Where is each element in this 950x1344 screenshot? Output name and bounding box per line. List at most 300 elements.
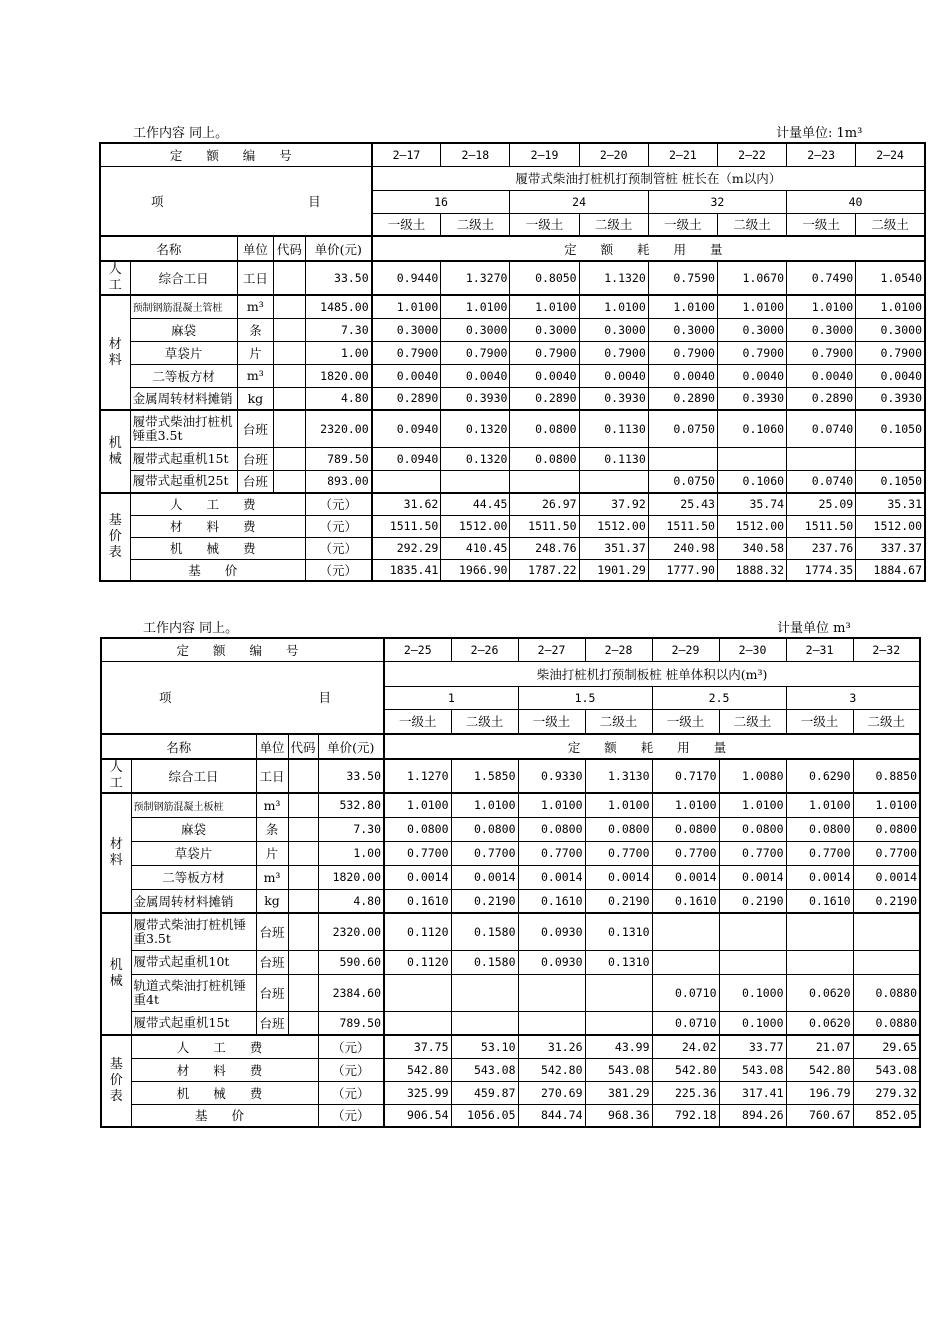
labor-group-label: 人工 (100, 261, 130, 295)
quota-value: 325.99 (384, 1081, 451, 1104)
quota-value: 760.67 (786, 1104, 853, 1127)
quota-value: 0.7900 (856, 341, 925, 364)
quota-value: 337.37 (856, 537, 925, 559)
quota-value: 1.0100 (579, 295, 648, 318)
quota-value: 0.1060 (717, 470, 786, 493)
resource-name: 轨道式柴油打桩机锤重4t (131, 974, 256, 1011)
quota-value (719, 950, 786, 974)
quota-value: 542.80 (384, 1058, 451, 1081)
col-unit: 单位 (256, 734, 288, 759)
quota-value: 237.76 (787, 537, 856, 559)
quota-value (518, 1011, 585, 1035)
resource-code (273, 364, 305, 387)
quota-value: 0.0014 (652, 865, 719, 889)
resource-name: 履带式起重机15t (131, 1011, 256, 1035)
quota-value: 53.10 (451, 1035, 518, 1058)
quota-value: 0.7900 (717, 341, 786, 364)
consumption-label: 定 额 耗 用 量 (372, 236, 925, 261)
quota-value: 33.77 (719, 1035, 786, 1058)
quota-value: 0.3930 (441, 387, 510, 410)
quota-value: 0.7700 (719, 841, 786, 865)
quota-value: 270.69 (518, 1081, 585, 1104)
base-item-unit: （元） (318, 1035, 384, 1058)
quota-value: 0.7700 (518, 841, 585, 865)
resource-unit: 台班 (237, 447, 273, 470)
resource-price: 789.50 (318, 1011, 384, 1035)
quota-value: 968.36 (585, 1104, 652, 1127)
quota-value: 340.58 (717, 537, 786, 559)
quota-value (652, 950, 719, 974)
quota-value: 1512.00 (856, 515, 925, 537)
quota-value: 542.80 (518, 1058, 585, 1081)
quota-code: 2—25 (384, 638, 451, 661)
quota-value: 0.0014 (585, 865, 652, 889)
soil-class: 一级土 (518, 709, 585, 734)
quota-code: 2—26 (451, 638, 518, 661)
quota-value: 1.0100 (787, 295, 856, 318)
quota-value: 0.3000 (441, 318, 510, 341)
resource-code (273, 341, 305, 364)
quota-value: 0.1610 (786, 889, 853, 913)
col-price: 单价(元) (318, 734, 384, 759)
quota-value: 0.1580 (451, 950, 518, 974)
quota-code: 2—19 (510, 143, 579, 166)
length-group: 32 (648, 190, 786, 213)
quota-value: 1.5850 (451, 759, 518, 793)
quota-value: 37.75 (384, 1035, 451, 1058)
table-title: 履带式柴油打桩机打预制管桩 桩长在（m以内） (372, 166, 925, 190)
soil-class: 一级土 (787, 213, 856, 236)
quota-value: 0.1000 (719, 974, 786, 1011)
quota-value: 1.0080 (719, 759, 786, 793)
base-item-name: 机 械 费 (130, 537, 305, 559)
length-group: 16 (372, 190, 510, 213)
quota-value: 1.0100 (518, 793, 585, 817)
resource-price: 1.00 (318, 841, 384, 865)
resource-name: 履带式柴油打桩机锤重3.5t (131, 913, 256, 950)
quota-value: 0.1310 (585, 950, 652, 974)
volume-group: 3 (786, 686, 920, 709)
resource-name: 麻袋 (131, 817, 256, 841)
soil-class: 二级土 (579, 213, 648, 236)
quota-value: 0.1050 (856, 410, 925, 447)
resource-code (288, 793, 318, 817)
quota-value: 543.08 (585, 1058, 652, 1081)
resource-name: 草袋片 (130, 341, 237, 364)
resource-code (288, 913, 318, 950)
quota-code: 2—30 (719, 638, 786, 661)
resource-code (273, 318, 305, 341)
resource-price: 4.80 (305, 387, 371, 410)
quota-value: 292.29 (372, 537, 441, 559)
quota-value: 0.3000 (579, 318, 648, 341)
col-unit: 单位 (237, 236, 273, 261)
resource-code (273, 470, 305, 493)
quota-value (719, 913, 786, 950)
quota-value: 248.76 (510, 537, 579, 559)
quota-value: 0.0800 (786, 817, 853, 841)
quota-value: 0.1120 (384, 950, 451, 974)
base-item-unit: （元） (305, 559, 371, 581)
quota-code: 2—21 (648, 143, 717, 166)
volume-group: 1.5 (518, 686, 652, 709)
quota-value: 0.7700 (652, 841, 719, 865)
quota-value: 0.0620 (786, 974, 853, 1011)
soil-class: 一级土 (648, 213, 717, 236)
quota-value: 0.7900 (579, 341, 648, 364)
resource-unit: 片 (237, 341, 273, 364)
quota-value (648, 447, 717, 470)
machine-group-label: 机械 (101, 913, 131, 1035)
resource-code (288, 865, 318, 889)
resource-unit: kg (237, 387, 273, 410)
quota-value: 543.08 (451, 1058, 518, 1081)
quota-value: 1.0540 (856, 261, 925, 295)
quota-value: 1.0670 (717, 261, 786, 295)
quota-no-label: 定 额 编 号 (100, 143, 372, 166)
resource-unit: 台班 (256, 913, 288, 950)
quota-value: 0.1130 (579, 410, 648, 447)
quota-value: 1.0100 (451, 793, 518, 817)
work-content-1: 工作内容 同上。 (133, 126, 229, 141)
resource-unit: m³ (237, 364, 273, 387)
resource-name: 草袋片 (131, 841, 256, 865)
item-header (101, 661, 384, 734)
quota-value: 0.1320 (441, 410, 510, 447)
quota-value: 44.45 (441, 493, 510, 515)
soil-class: 二级土 (856, 213, 925, 236)
soil-class: 一级土 (384, 709, 451, 734)
quota-value (786, 913, 853, 950)
resource-unit: 片 (256, 841, 288, 865)
base-item-name: 基 价 (130, 559, 305, 581)
quota-value (652, 913, 719, 950)
quota-value: 1.1270 (384, 759, 451, 793)
resource-price: 2320.00 (305, 410, 371, 447)
quota-value: 1901.29 (579, 559, 648, 581)
quota-value: 1.3270 (441, 261, 510, 295)
quota-value: 0.7700 (451, 841, 518, 865)
quota-value: 0.7490 (787, 261, 856, 295)
quota-value: 852.05 (853, 1104, 920, 1127)
quota-value (579, 470, 648, 493)
quota-value: 0.1130 (579, 447, 648, 470)
quota-value: 381.29 (585, 1081, 652, 1104)
base-item-unit: （元） (318, 1081, 384, 1104)
quota-value: 0.0940 (372, 447, 441, 470)
resource-code (288, 841, 318, 865)
quota-value: 0.3000 (510, 318, 579, 341)
quota-value: 0.1120 (384, 913, 451, 950)
material-group-label: 材料 (101, 793, 131, 913)
quota-value (585, 1011, 652, 1035)
resource-code (288, 974, 318, 1011)
quota-value: 0.3000 (787, 318, 856, 341)
work-content-2: 工作内容 同上。 (143, 621, 239, 636)
quota-value: 0.0014 (853, 865, 920, 889)
base-item-unit: （元） (318, 1104, 384, 1127)
base-item-name: 基 价 (131, 1104, 318, 1127)
resource-code (288, 817, 318, 841)
resource-price: 789.50 (305, 447, 371, 470)
quota-code: 2—31 (786, 638, 853, 661)
resource-name: 预制钢筋混凝土管桩 (130, 295, 237, 318)
quota-value: 410.45 (441, 537, 510, 559)
quota-code: 2—23 (787, 143, 856, 166)
col-price: 单价(元) (305, 236, 371, 261)
soil-class: 二级土 (717, 213, 786, 236)
quota-value: 31.62 (372, 493, 441, 515)
quota-value: 543.08 (853, 1058, 920, 1081)
quota-value: 0.0040 (441, 364, 510, 387)
base-group-label: 基价表 (100, 493, 130, 581)
quota-value: 1.0100 (719, 793, 786, 817)
resource-code (288, 950, 318, 974)
quota-value: 0.0800 (853, 817, 920, 841)
quota-value: 21.07 (786, 1035, 853, 1058)
resource-price: 1485.00 (305, 295, 371, 318)
resource-price: 1820.00 (318, 865, 384, 889)
quota-value: 1.1320 (579, 261, 648, 295)
resource-name: 综合工日 (131, 759, 256, 793)
quota-value: 0.1000 (719, 1011, 786, 1035)
quota-value: 1.0100 (648, 295, 717, 318)
resource-name: 金属周转材料摊销 (130, 387, 237, 410)
quota-value: 0.0800 (510, 447, 579, 470)
resource-code (288, 1011, 318, 1035)
quota-value: 0.0710 (652, 1011, 719, 1035)
quota-value: 0.1050 (856, 470, 925, 493)
resource-unit: 台班 (237, 470, 273, 493)
quota-value: 0.0040 (372, 364, 441, 387)
resource-name: 综合工日 (130, 261, 237, 295)
quota-value: 1511.50 (648, 515, 717, 537)
quota-value: 317.41 (719, 1081, 786, 1104)
resource-name: 金属周转材料摊销 (131, 889, 256, 913)
quota-value: 351.37 (579, 537, 648, 559)
length-group: 24 (510, 190, 648, 213)
quota-code: 2—22 (717, 143, 786, 166)
resource-price: 7.30 (318, 817, 384, 841)
quota-value: 35.74 (717, 493, 786, 515)
quota-value: 0.3000 (717, 318, 786, 341)
quota-value: 0.2190 (451, 889, 518, 913)
quota-code: 2—28 (585, 638, 652, 661)
quota-value: 0.0800 (384, 817, 451, 841)
quota-code: 2—18 (441, 143, 510, 166)
soil-class: 一级土 (786, 709, 853, 734)
quota-value: 1056.05 (451, 1104, 518, 1127)
resource-price: 532.80 (318, 793, 384, 817)
quota-value: 1511.50 (787, 515, 856, 537)
unit-label-2: 计量单位 m³ (777, 621, 851, 636)
machine-group-label: 机械 (100, 410, 130, 493)
base-group-label: 基价表 (101, 1035, 131, 1127)
base-item-unit: （元） (305, 493, 371, 515)
resource-code (273, 387, 305, 410)
base-item-name: 材 料 费 (130, 515, 305, 537)
resource-price: 33.50 (318, 759, 384, 793)
quota-value: 0.0040 (648, 364, 717, 387)
quota-code: 2—17 (372, 143, 441, 166)
soil-class: 二级土 (853, 709, 920, 734)
quota-value: 1.0100 (717, 295, 786, 318)
quota-value: 0.0800 (451, 817, 518, 841)
quota-value: 1777.90 (648, 559, 717, 581)
resource-name: 履带式起重机25t (130, 470, 237, 493)
quota-value: 0.0040 (510, 364, 579, 387)
resource-price: 4.80 (318, 889, 384, 913)
quota-value: 0.0740 (787, 470, 856, 493)
quota-value (384, 1011, 451, 1035)
quota-value: 543.08 (719, 1058, 786, 1081)
labor-group-label: 人工 (101, 759, 131, 793)
quota-value: 1.3130 (585, 759, 652, 793)
quota-value: 1888.32 (717, 559, 786, 581)
quota-value: 26.97 (510, 493, 579, 515)
quota-value: 0.3000 (372, 318, 441, 341)
quota-value: 0.0930 (518, 913, 585, 950)
base-item-unit: （元） (305, 515, 371, 537)
quota-value (441, 470, 510, 493)
item-label-left: 项 (151, 193, 164, 209)
quota-value (786, 950, 853, 974)
volume-group: 2.5 (652, 686, 786, 709)
resource-unit: 台班 (256, 974, 288, 1011)
quota-value: 1.0100 (652, 793, 719, 817)
item-label-right: 目 (308, 193, 321, 209)
quota-value: 31.26 (518, 1035, 585, 1058)
resource-unit: 条 (237, 318, 273, 341)
quota-value: 0.1610 (652, 889, 719, 913)
unit-label-1: 计量单位: 1m³ (776, 126, 863, 141)
quota-value: 0.8050 (510, 261, 579, 295)
resource-name: 履带式起重机15t (130, 447, 237, 470)
soil-class: 二级土 (719, 709, 786, 734)
quota-value (853, 913, 920, 950)
col-name: 名称 (100, 236, 237, 261)
quota-value: 0.8850 (853, 759, 920, 793)
quota-value: 0.7900 (372, 341, 441, 364)
quota-value: 1512.00 (717, 515, 786, 537)
quota-table-2 (100, 637, 921, 1128)
quota-value: 0.0800 (719, 817, 786, 841)
quota-value: 0.2890 (510, 387, 579, 410)
quota-code: 2—27 (518, 638, 585, 661)
quota-value: 0.3930 (579, 387, 648, 410)
base-item-unit: （元） (318, 1058, 384, 1081)
quota-value: 0.2190 (719, 889, 786, 913)
resource-price: 893.00 (305, 470, 371, 493)
quota-value: 0.7700 (585, 841, 652, 865)
quota-value: 1511.50 (372, 515, 441, 537)
quota-value: 0.0040 (579, 364, 648, 387)
resource-name: 预制钢筋混凝土板桩 (131, 793, 256, 817)
quota-value: 0.7700 (853, 841, 920, 865)
resource-unit: 台班 (256, 1011, 288, 1035)
quota-value: 25.09 (787, 493, 856, 515)
quota-value: 0.7900 (787, 341, 856, 364)
resource-name: 履带式柴油打桩机锤重3.5t (130, 410, 237, 447)
quota-value: 1835.41 (372, 559, 441, 581)
quota-value: 1512.00 (441, 515, 510, 537)
soil-class: 二级土 (585, 709, 652, 734)
col-name: 名称 (101, 734, 256, 759)
quota-value: 1.0100 (585, 793, 652, 817)
quota-value: 0.7700 (384, 841, 451, 865)
quota-value: 1.0100 (510, 295, 579, 318)
resource-unit: 台班 (237, 410, 273, 447)
resource-code (288, 759, 318, 793)
quota-value: 1.0100 (384, 793, 451, 817)
quota-value (372, 470, 441, 493)
resource-name: 麻袋 (130, 318, 237, 341)
quota-value: 0.1610 (518, 889, 585, 913)
resource-unit: m³ (256, 793, 288, 817)
quota-value: 0.0880 (853, 974, 920, 1011)
quota-value: 225.36 (652, 1081, 719, 1104)
quota-value: 0.9330 (518, 759, 585, 793)
quota-value: 0.0014 (451, 865, 518, 889)
resource-price: 7.30 (305, 318, 371, 341)
quota-code: 2—20 (579, 143, 648, 166)
quota-value: 0.0880 (853, 1011, 920, 1035)
quota-value: 1511.50 (510, 515, 579, 537)
quota-value: 0.2890 (372, 387, 441, 410)
resource-price: 2384.60 (318, 974, 384, 1011)
quota-value: 24.02 (652, 1035, 719, 1058)
resource-name: 履带式起重机10t (131, 950, 256, 974)
quota-value: 1.0100 (853, 793, 920, 817)
resource-price: 33.50 (305, 261, 371, 295)
quota-value: 0.2890 (648, 387, 717, 410)
quota-value (518, 974, 585, 1011)
quota-value: 0.0620 (786, 1011, 853, 1035)
quota-value: 196.79 (786, 1081, 853, 1104)
quota-value: 1884.67 (856, 559, 925, 581)
quota-value: 0.0014 (518, 865, 585, 889)
base-item-name: 材 料 费 (131, 1058, 318, 1081)
quota-value (451, 1011, 518, 1035)
quota-value: 0.0014 (786, 865, 853, 889)
resource-code (273, 410, 305, 447)
quota-value: 792.18 (652, 1104, 719, 1127)
resource-code (273, 295, 305, 318)
quota-value (853, 950, 920, 974)
col-code: 代码 (273, 236, 305, 261)
soil-class: 二级土 (451, 709, 518, 734)
quota-value: 37.92 (579, 493, 648, 515)
resource-name: 二等板方材 (131, 865, 256, 889)
resource-name: 二等板方材 (130, 364, 237, 387)
quota-value: 240.98 (648, 537, 717, 559)
length-group: 40 (787, 190, 925, 213)
quota-value: 0.2890 (787, 387, 856, 410)
quota-value: 0.0800 (652, 817, 719, 841)
quota-value: 1966.90 (441, 559, 510, 581)
quota-value: 35.31 (856, 493, 925, 515)
quota-value: 542.80 (652, 1058, 719, 1081)
quota-value: 0.1580 (451, 913, 518, 950)
quota-value: 1512.00 (579, 515, 648, 537)
quota-value: 894.26 (719, 1104, 786, 1127)
quota-value: 1787.22 (510, 559, 579, 581)
quota-value: 0.0710 (652, 974, 719, 1011)
quota-value: 29.65 (853, 1035, 920, 1058)
quota-value: 844.74 (518, 1104, 585, 1127)
quota-value: 0.1060 (717, 410, 786, 447)
soil-class: 一级土 (510, 213, 579, 236)
